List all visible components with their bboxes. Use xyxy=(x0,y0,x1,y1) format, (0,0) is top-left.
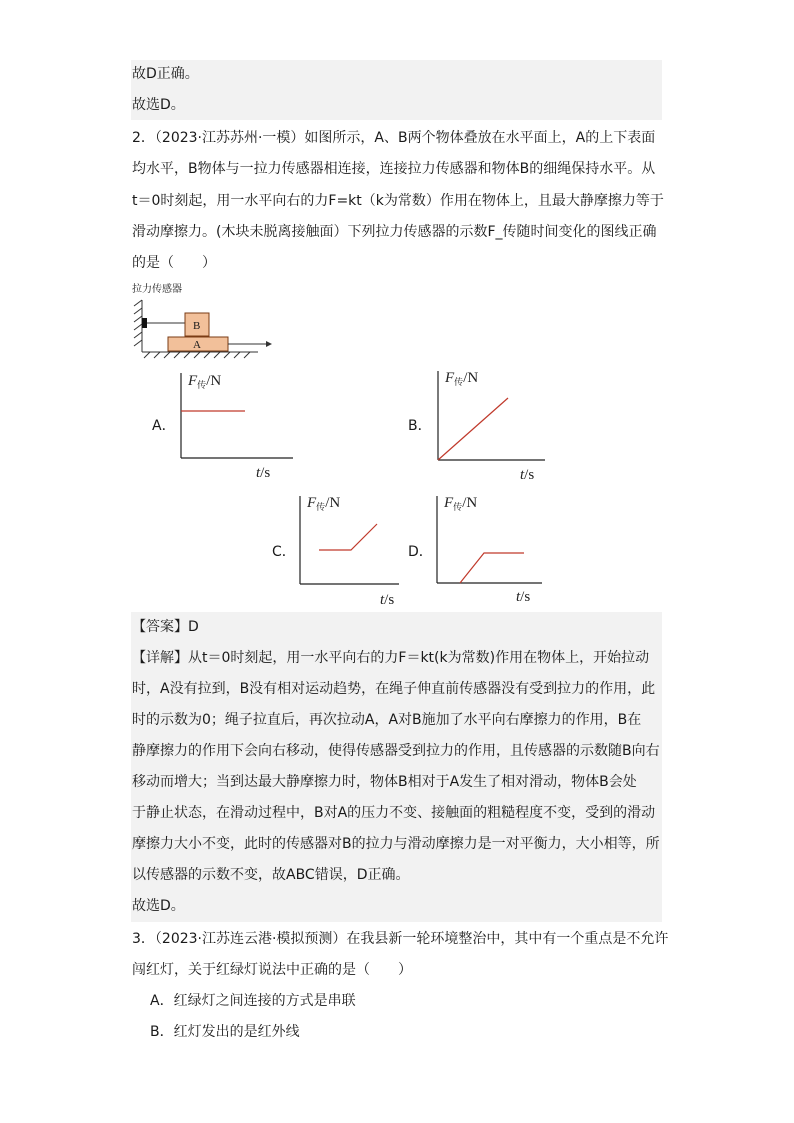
svg-text:t/s xyxy=(380,592,394,608)
force-arrowhead xyxy=(266,341,272,347)
graph-b xyxy=(425,365,555,485)
graph-a-ylabel-sub: 传 xyxy=(197,380,207,390)
detail-line-3: 时的示数为0；绳子拉直后，再次拉动A，A对B施加了水平向右摩擦力的作用，B在 xyxy=(132,712,642,728)
q2-line-4: 滑动摩擦力。(木块未脱离接触面）下列拉力传感器的示数F_传随时间变化的图线正确 xyxy=(132,224,657,240)
block-a-label: A xyxy=(193,339,201,351)
graph-b-ylabel-unit: /N xyxy=(463,370,479,386)
block-b-label: B xyxy=(193,320,201,332)
graph-a-ylabel-unit: /N xyxy=(206,373,222,389)
sensor-box xyxy=(142,318,147,328)
graph-c-ylabel-unit: /N xyxy=(325,495,341,511)
ground xyxy=(142,352,258,358)
q3-option-b: B．红灯发出的是红外线 xyxy=(150,1024,300,1040)
graph-d xyxy=(424,488,554,608)
graph-d-series xyxy=(460,553,524,583)
graph-c-ylabel-f: F xyxy=(307,495,317,511)
detail-line-8: 以传感器的示数不变，故ABC错误，D正确。 xyxy=(132,867,410,883)
svg-text:F传/N xyxy=(187,373,221,390)
detail-line-6: 于静止状态，在滑动过程中，B对A的压力不变、接触面的粗糙程度不变，受到的滑动 xyxy=(132,805,656,821)
q3-line-2: 闯红灯，关于红绿灯说法中正确的是（ ） xyxy=(132,962,412,978)
graph-a xyxy=(168,365,298,480)
detail-line-4: 静摩擦力的作用下会向右移动，使得传感器受到拉力的作用，且传感器的示数随B向右 xyxy=(132,743,660,759)
sensor-label: 拉力传感器 xyxy=(132,284,182,295)
svg-text:t/s xyxy=(520,467,534,483)
graph-b-ylabel-f: F xyxy=(445,370,455,386)
svg-text:F传/N xyxy=(444,370,478,387)
option-b-label: B． xyxy=(408,418,432,434)
q3-option-a: A．红绿灯之间连接的方式是串联 xyxy=(150,993,356,1009)
graph-d-xlabel-unit: /s xyxy=(520,589,531,605)
graph-c xyxy=(287,488,417,608)
setup-diagram xyxy=(128,280,278,360)
q2-line-2: 均水平，B物体与一拉力传感器相连接，连接拉力传感器和物体B的细绳保持水平。从 xyxy=(132,161,656,177)
prev-line-1: 故D正确。 xyxy=(132,66,199,82)
q2-line-5: 的是（ ） xyxy=(132,255,216,271)
graph-c-ylabel-sub: 传 xyxy=(316,502,326,512)
graph-a-xlabel-unit: /s xyxy=(260,465,271,480)
shade-prev xyxy=(131,60,662,120)
detail-line-2: 时，A没有拉到，B没有相对运动趋势，在绳子伸直前传感器没有受到拉力的作用，此 xyxy=(132,681,656,697)
q2-line-3: t＝0时刻起，用一水平向右的力F=kt（k为常数）作用在物体上，且最大静摩擦力等于 xyxy=(132,193,664,209)
svg-text:t/s xyxy=(516,589,530,605)
graph-d-ylabel-sub: 传 xyxy=(453,502,463,512)
graph-b-ylabel-sub: 传 xyxy=(454,377,464,387)
graph-d-xlabel-t: t xyxy=(516,589,521,605)
graph-d-ylabel-unit: /N xyxy=(462,495,478,511)
wall xyxy=(134,300,142,352)
q2-line-1: 2．（2023·江苏苏州·一模）如图所示，A、B两个物体叠放在水平面上，A的上下表面 xyxy=(132,130,656,146)
detail-line-7: 摩擦力大小不变，此时的传感器对B的拉力与滑动摩擦力是一对平衡力，大小相等，所 xyxy=(132,836,660,852)
q3-line-1: 3．（2023·江苏连云港·模拟预测）在我县新一轮环境整治中，其中有一个重点是不允许 xyxy=(132,931,669,947)
svg-text:F传/N xyxy=(306,495,340,512)
option-d-label: D． xyxy=(408,544,433,560)
detail-line-5: 移动而增大；当到达最大静摩擦力时，物体B相对于A发生了相对滑动，物体B会处 xyxy=(132,774,637,790)
graph-c-xlabel-unit: /s xyxy=(384,592,395,608)
option-c-label: C． xyxy=(272,544,296,560)
graph-c-xlabel-t: t xyxy=(380,592,385,608)
graph-c-series xyxy=(319,524,377,550)
conclusion: 故选D。 xyxy=(132,898,185,914)
option-a-label: A． xyxy=(152,418,176,434)
graph-b-xlabel-t: t xyxy=(520,467,525,483)
svg-text:F传/N xyxy=(443,495,477,512)
graph-b-xlabel-unit: /s xyxy=(524,467,535,483)
answer: 【答案】D xyxy=(132,619,199,635)
prev-line-2: 故选D。 xyxy=(132,97,185,113)
graph-a-ylabel-f: F xyxy=(188,373,198,389)
svg-text:t/s xyxy=(256,465,270,480)
detail-line-1: 【详解】从t＝0时刻起，用一水平向右的力F＝kt(k为常数)作用在物体上，开始拉动 xyxy=(132,650,650,666)
graph-b-series xyxy=(438,398,508,460)
graph-d-ylabel-f: F xyxy=(444,495,454,511)
graph-a-xlabel-t: t xyxy=(256,465,261,480)
